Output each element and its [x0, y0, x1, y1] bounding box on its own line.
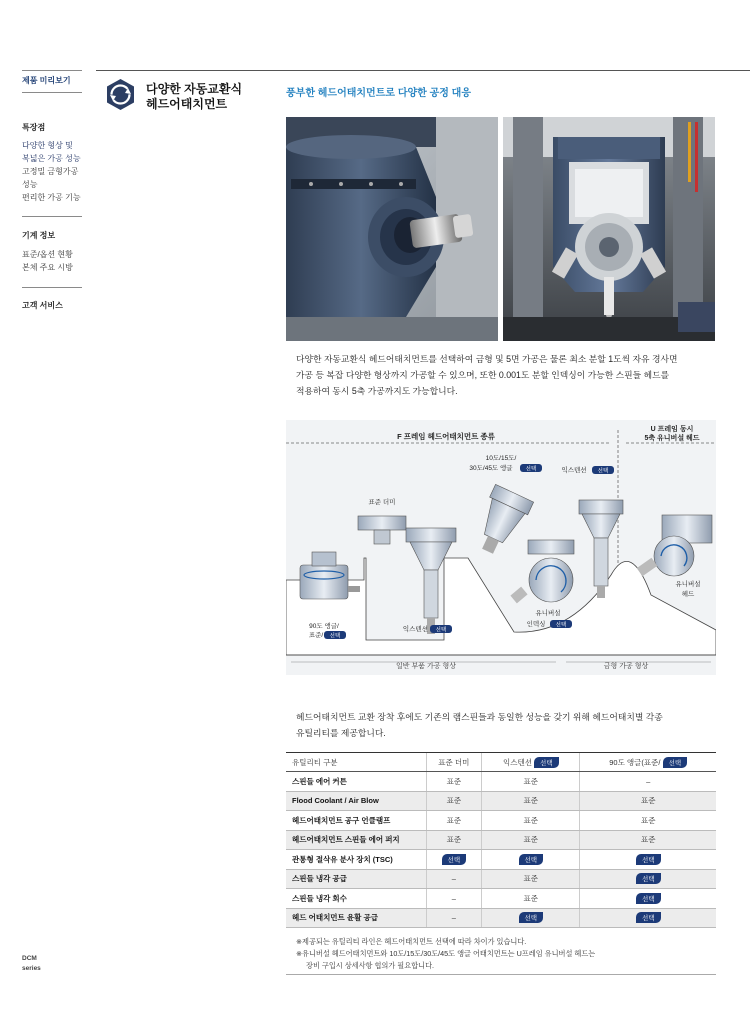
table-header: 표준 더미	[426, 753, 482, 772]
table-cell: 표준	[580, 830, 716, 850]
sidebar-item-preview[interactable]: 제품 미리보기	[22, 76, 71, 85]
row-label: 스핀들 냉각 회수	[286, 889, 426, 909]
header-rule	[96, 70, 750, 71]
utility-paragraph	[296, 709, 716, 741]
row-label: 헤드어태치먼트 스핀들 에어 퍼지	[286, 830, 426, 850]
footnote: ※유니버설 헤드어태치먼트와 10도/15도/30도/45도 앵글 어태치먼트는 U프레임 유니버설 헤드는	[296, 949, 596, 958]
table-header-row	[286, 753, 716, 772]
table-cell	[580, 889, 716, 909]
sidebar-heading-service[interactable]: 고객 서비스	[22, 301, 63, 310]
refresh-icon	[104, 78, 137, 111]
option-badge: 선택	[663, 757, 688, 768]
sidebar-heading-features[interactable]: 특장점	[22, 123, 46, 132]
table-row	[286, 889, 716, 909]
table-row	[286, 908, 716, 928]
table-row	[286, 811, 716, 831]
table-row	[286, 850, 716, 870]
sidebar-item-machine[interactable]: 표준/옵션 현황	[22, 250, 73, 259]
table-cell: –	[426, 889, 482, 909]
table-header	[580, 753, 716, 772]
footnotes	[296, 936, 716, 972]
extension-top-label: 익스텐션	[561, 467, 587, 474]
option-badge: 선택	[519, 912, 544, 923]
option-badge: 선택	[519, 854, 544, 865]
option-badge: 선택	[636, 873, 661, 884]
sidebar-divider	[22, 287, 82, 288]
table-cell: 표준	[482, 830, 580, 850]
sidebar-item-feature[interactable]: 성능	[22, 180, 38, 189]
table-cell: –	[580, 772, 716, 792]
table-cell	[482, 850, 580, 870]
row-label: 헤드어태치먼트 공구 언클램프	[286, 811, 426, 831]
option-badge-text: 선택	[329, 633, 341, 640]
option-badge-text: 선택	[555, 622, 567, 629]
table-header: 유틸리티 구분	[286, 753, 426, 772]
table-cell: 표준	[482, 772, 580, 792]
universal-indexing-label: 유니버설	[535, 610, 561, 617]
table-header	[482, 753, 580, 772]
table-row	[286, 869, 716, 889]
page-title	[146, 82, 242, 112]
head-attachment-photo	[286, 117, 498, 341]
sidebar-divider	[22, 70, 82, 71]
sidebar-item-feature[interactable]: 다양한 형상 및	[22, 141, 73, 150]
general-parts-label: 일반 부품 가공 형상	[396, 663, 456, 670]
option-badge-text: 선택	[525, 466, 537, 473]
table-row	[286, 772, 716, 792]
table-cell: 표준	[482, 811, 580, 831]
option-badge: 선택	[636, 893, 661, 904]
angle-90-label: 90도 앵글/	[309, 623, 339, 630]
table-cell: 표준	[426, 811, 482, 831]
option-badge-text: 선택	[435, 627, 447, 634]
table-cell	[580, 850, 716, 870]
series-line: series	[22, 965, 41, 972]
title-line: 다양한 자동교환식	[146, 82, 243, 96]
sidebar-item-feature[interactable]: 복넓은 가공 성능	[22, 154, 81, 163]
section-subtitle: 풍부한 헤드어태치먼트로 다양한 공정 대응	[286, 88, 471, 99]
u-frame-label: 5축 유니버설 헤드	[644, 435, 700, 442]
sidebar-heading-machine[interactable]: 기계 정보	[22, 231, 56, 240]
table-cell	[482, 908, 580, 928]
head-attachment-diagram	[286, 420, 716, 675]
extension-bottom-label: 익스텐션	[402, 626, 428, 633]
sidebar-item-machine[interactable]: 본체 주요 시방	[22, 263, 73, 272]
mold-shape-label: 금형 가공 형상	[603, 663, 649, 670]
sidebar	[0, 0, 88, 1029]
intro-paragraph	[296, 351, 716, 399]
series-label	[22, 954, 41, 974]
sidebar-divider	[22, 92, 82, 93]
table-cell: 표준	[426, 830, 482, 850]
row-label: 관통형 절삭유 분사 장치 (TSC)	[286, 850, 426, 870]
sidebar-item-feature[interactable]: 고정밀 금형가공	[22, 167, 79, 176]
table-cell	[580, 908, 716, 928]
footnote: 장비 구입시 상세사항 협의가 필요합니다.	[306, 961, 435, 970]
row-label: Flood Coolant / Air Blow	[286, 791, 426, 811]
bottom-rule	[286, 974, 716, 975]
table-cell	[426, 850, 482, 870]
table-cell: 표준	[426, 791, 482, 811]
intro-line: 다양한 자동교환식 헤드어태치먼트를 선택하여 금형 및 5면 가공은 물론 최소 분할 1도씩 자유 경사면	[296, 354, 678, 364]
option-badge: 선택	[534, 757, 559, 768]
option-badge: 선택	[442, 854, 467, 865]
f-frame-label: F 프레임 헤드어태치먼트 종류	[397, 432, 495, 441]
table-cell	[580, 869, 716, 889]
option-badge: 선택	[636, 912, 661, 923]
table-row	[286, 791, 716, 811]
universal-head-photo	[503, 117, 715, 341]
table-cell: 표준	[482, 869, 580, 889]
option-badge: 선택	[636, 854, 661, 865]
sidebar-divider	[22, 216, 82, 217]
utility-line: 헤드어태치먼트 교환 장착 후에도 기존의 램스핀들과 동일한 성능을 갖기 위해 헤드어태치별 각종	[296, 712, 663, 722]
angle-label: 10도/15도/	[485, 455, 517, 462]
table-header-text: 익스텐션	[502, 757, 532, 767]
table-cell: 표준	[426, 772, 482, 792]
angle-90-label: 표준/	[308, 632, 324, 639]
table-cell: 표준	[580, 791, 716, 811]
universal-head-label: 헤드	[681, 591, 695, 598]
intro-line: 적용하여 동시 5축 가공까지도 가능합니다.	[296, 386, 458, 396]
utility-table	[286, 752, 716, 928]
intro-line: 가공 등 복잡 다양한 형상까지 가공할 수 있으며, 또한 0.001도 분할 인덱싱이 가능한 스핀들 헤드를	[296, 370, 670, 380]
standard-dummy-label: 표준 더미	[368, 499, 396, 506]
utility-line: 유틸리티를 제공합니다.	[296, 728, 386, 738]
table-cell: 표준	[482, 889, 580, 909]
footnote: ※제공되는 유틸리티 라인은 헤드어태치먼트 선택에 따라 차이가 있습니다.	[296, 937, 527, 946]
universal-indexing-label: 인덱싱	[526, 621, 546, 628]
row-label: 스핀들 냉각 공급	[286, 869, 426, 889]
table-row	[286, 830, 716, 850]
table-cell: –	[426, 908, 482, 928]
sidebar-item-feature[interactable]: 편리한 가공 기능	[22, 193, 81, 202]
option-badge-text: 선택	[597, 468, 609, 475]
table-cell: –	[426, 869, 482, 889]
u-frame-label: U 프레임 동시	[650, 426, 694, 433]
table-cell: 표준	[580, 811, 716, 831]
series-line: DCM	[22, 955, 37, 962]
angle-label: 30도/45도 앵글	[469, 465, 513, 472]
title-line: 헤드어태치먼트	[146, 97, 228, 111]
table-header-text: 90도 앵글(표준/	[609, 757, 661, 767]
row-label: 스핀들 에어 커튼	[286, 772, 426, 792]
table-cell: 표준	[482, 791, 580, 811]
universal-head-label: 유니버설	[675, 581, 701, 588]
row-label: 헤드 어태치먼트 윤활 공급	[286, 908, 426, 928]
